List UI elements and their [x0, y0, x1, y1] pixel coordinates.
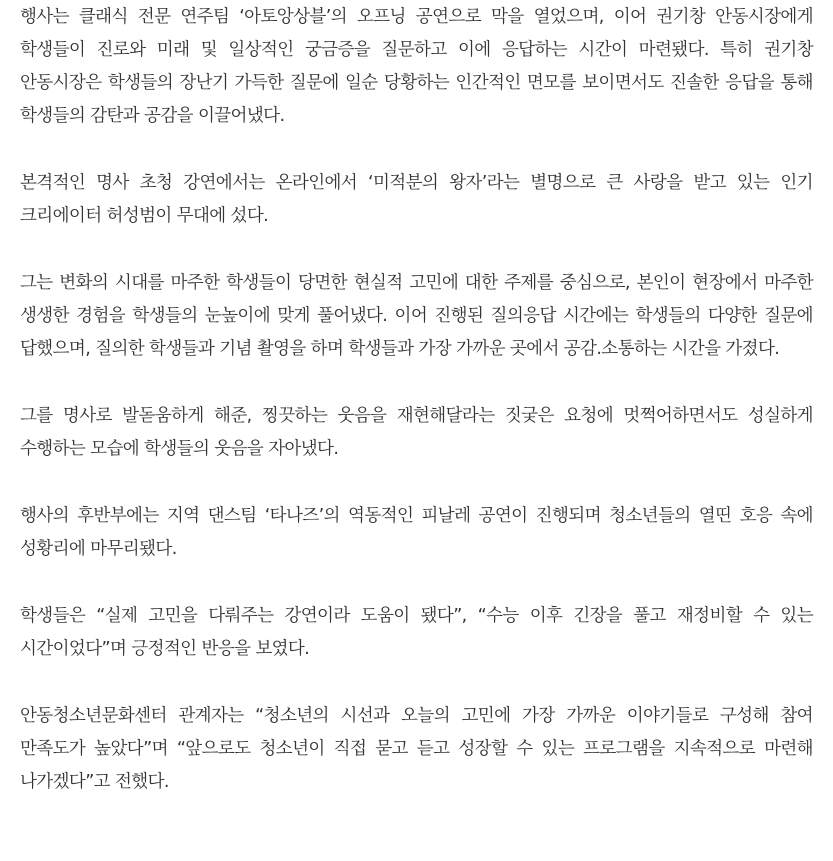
paragraph-gap — [20, 133, 813, 167]
paragraph-gap — [20, 466, 813, 500]
paragraph-opening-performance: 행사는 클래식 전문 연주팀 ‘아토앙상블’의 오프닝 공연으로 막을 열었으며, 이어 권기창 안동시장에게 학생들이 진로와 미래 및 일상적인 궁금증을 질문하고 이에 응답하는 시간이 마련됐다. 특히 권기창 안동시장은 학생들의 장난기 가득한 질문에 일순 당황하는 인간적인 면모를 보이면서도 진솔한 응답을 통해 학생들의 감탄과 공감을 이끌어냈다. — [20, 7, 813, 126]
paragraph-student-reactions: 학생들은 “실제 고민을 다뤄주는 강연이라 도움이 됐다”, “수능 이후 긴장을 풀고 재정비할 수 있는 시간이었다”며 긍정적인 반응을 보였다. — [20, 606, 813, 659]
paragraph-official-comment: 안동청소년문화센터 관계자는 “청소년의 시선과 오늘의 고민에 가장 가까운 이야기들로 구성해 참여 만족도가 높았다”며 “앞으로도 청소년이 직접 묻고 듣고 성장할 수 있는 프로그램을 지속적으로 마련해 나가겠다”고 전했다. — [20, 706, 813, 792]
paragraph-gap — [20, 566, 813, 600]
paragraph-gap — [20, 233, 813, 267]
article-body — [0, 1, 833, 799]
paragraph-smile-request: 그를 명사로 발돋움하게 해준, 찡끗하는 웃음을 재현해달라는 짓궂은 요청에 멋쩍어하면서도 성실하게 수행하는 모습에 학생들의 웃음을 자아냈다. — [20, 406, 813, 459]
paragraph-gap — [20, 366, 813, 400]
paragraph-gap — [20, 666, 813, 700]
paragraph-finale: 행사의 후반부에는 지역 댄스팀 ‘타나즈’의 역동적인 피날레 공연이 진행되며 청소년들의 열띤 호응 속에 성황리에 마무리됐다. — [20, 506, 813, 559]
paragraph-lecture-intro: 본격적인 명사 초청 강연에서는 온라인에서 ‘미적분의 왕자’라는 별명으로 큰 사랑을 받고 있는 인기 크리에이터 허성범이 무대에 섰다. — [20, 173, 813, 226]
paragraph-lecture-content: 그는 변화의 시대를 마주한 학생들이 당면한 현실적 고민에 대한 주제를 중심으로, 본인이 현장에서 마주한 생생한 경험을 학생들의 눈높이에 맞게 풀어냈다. 이어 진행된 질의응답 시간에는 학생들의 다양한 질문에 답했으며, 질의한 학생들과 기념 촬영을 하며 학생들과 가장 가까운 곳에서 공감.소통하는 시간을 가졌다. — [20, 273, 813, 359]
